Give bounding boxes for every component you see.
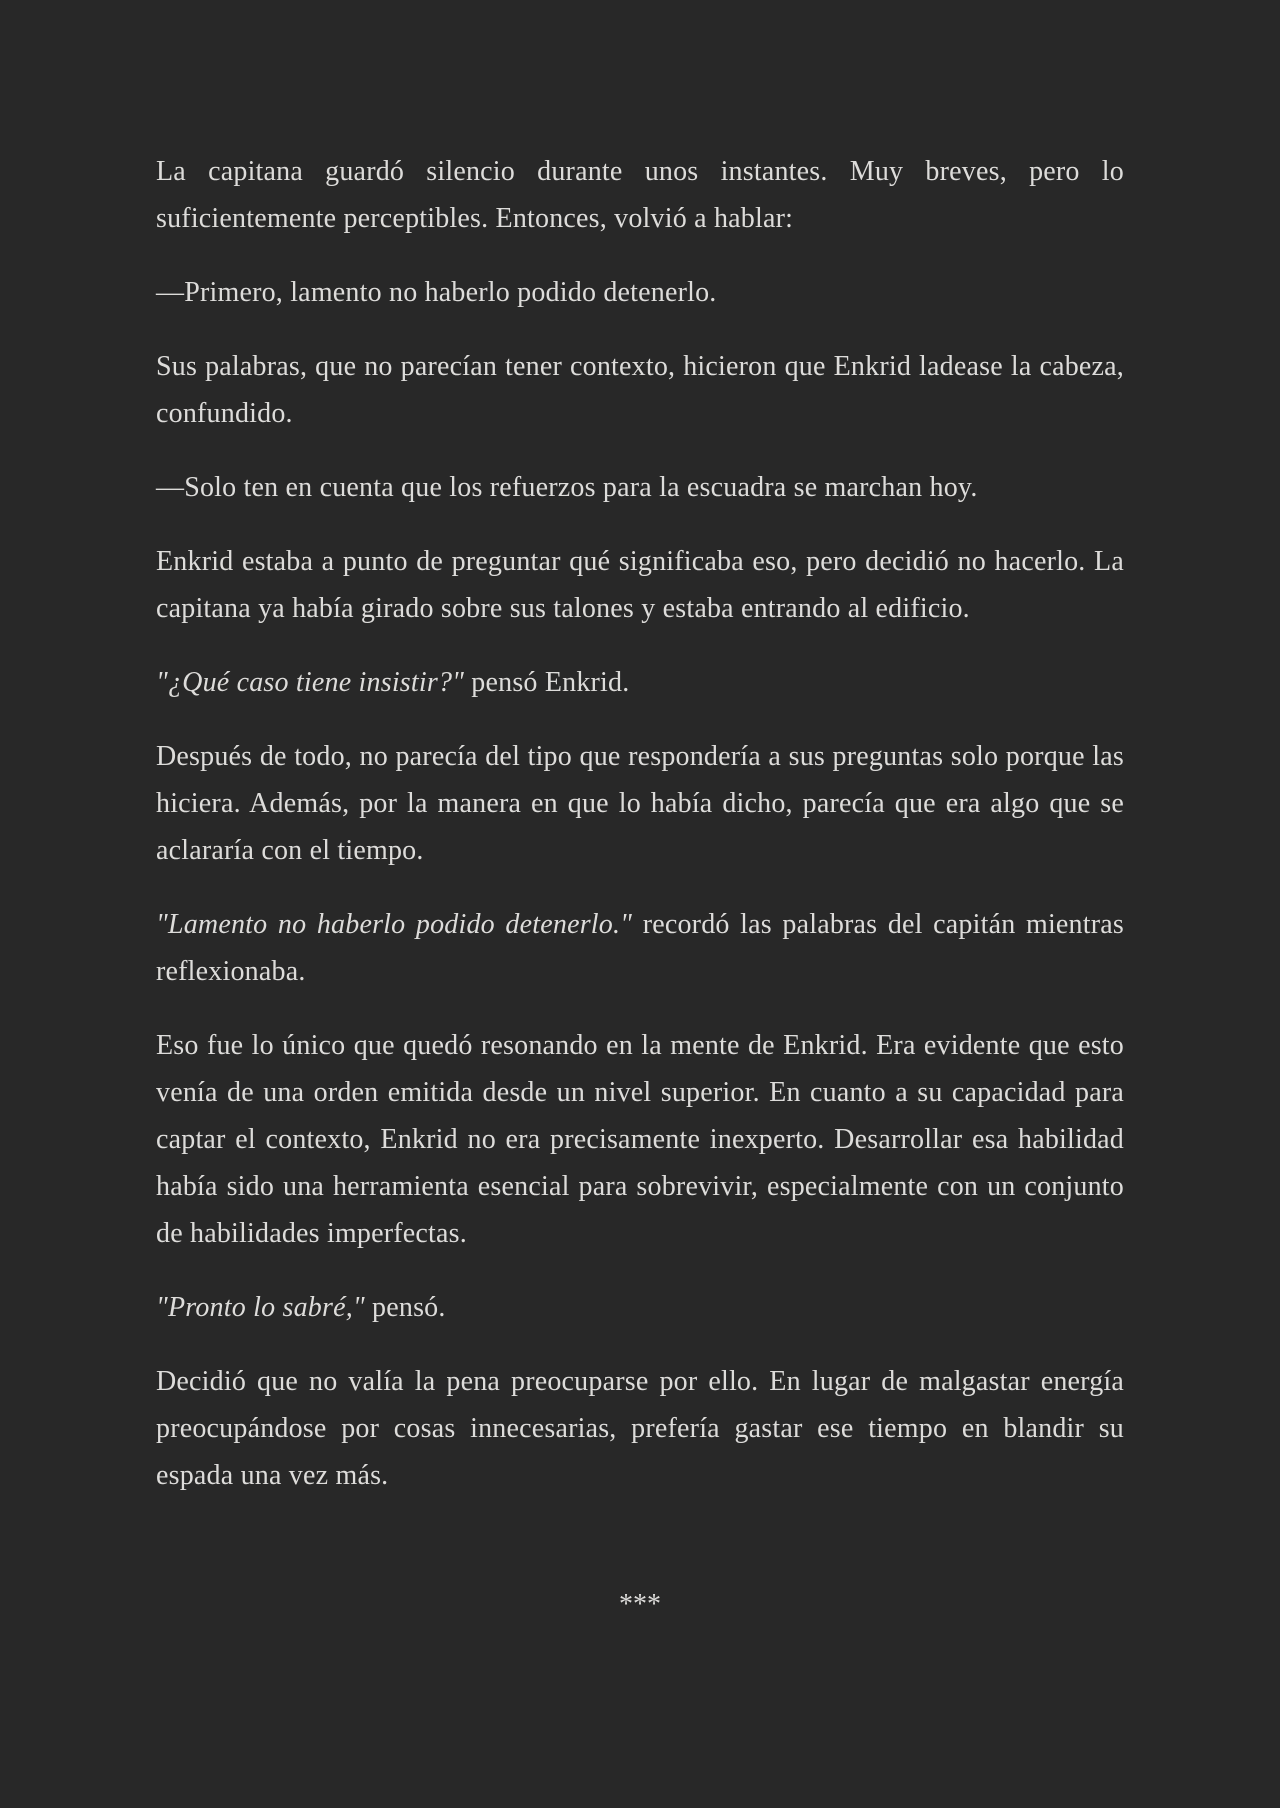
narration-text: Después de todo, no parecía del tipo que respondería a sus preguntas solo porque las hiciera. Además, por la manera en que lo había dicho, parecía que era algo que se aclararía con el tiempo. xyxy=(156,741,1124,866)
narration-text: —Solo ten en cuenta que los refuerzos para la escuadra se marchan hoy. xyxy=(156,472,978,503)
narration-text: Eso fue lo único que quedó resonando en la mente de Enkrid. Era evidente que esto venía de una orden emitida desde un nivel superior. En cuanto a su capacidad para captar el contexto, Enkrid no era precisamente inexperto. Desarrollar esa habilidad había sido una herramienta esencial para sobrevivir, especialmente con un conjunto de habilidades imperfectas. xyxy=(156,1030,1124,1249)
thought-quote: "Pronto lo sabré," xyxy=(156,1292,365,1323)
narration-text: pensó. xyxy=(364,1292,446,1323)
narration-text: recordó las palabras del capitán mientras reflexionaba. xyxy=(156,909,1124,987)
paragraph xyxy=(156,148,1124,242)
paragraph xyxy=(156,269,1124,316)
narration-text: —Primero, lamento no haberlo podido detenerlo. xyxy=(156,277,717,308)
paragraph xyxy=(156,1358,1124,1499)
paragraph xyxy=(156,538,1124,632)
paragraph xyxy=(156,1284,1124,1331)
narration-text: Decidió que no valía la pena preocuparse por ello. En lugar de malgastar energía preocupándose por cosas innecesarias, prefería gastar ese tiempo en blandir su espada una vez más. xyxy=(156,1366,1124,1491)
narration-text: Sus palabras, que no parecían tener contexto, hicieron que Enkrid ladease la cabeza, confundido. xyxy=(156,351,1124,429)
thought-quote: "Lamento no haberlo podido detenerlo." xyxy=(156,909,633,940)
paragraph xyxy=(156,464,1124,511)
paragraph xyxy=(156,1022,1124,1257)
paragraph xyxy=(156,733,1124,874)
thought-quote: "¿Qué caso tiene insistir?" xyxy=(156,667,465,698)
narration-text: pensó Enkrid. xyxy=(464,667,630,698)
paragraph xyxy=(156,343,1124,437)
paragraph xyxy=(156,659,1124,706)
narration-text: Enkrid estaba a punto de preguntar qué significaba eso, pero decidió no hacerlo. La capitana ya había girado sobre sus talones y estaba entrando al edificio. xyxy=(156,546,1124,624)
section-separator: *** xyxy=(619,1589,661,1620)
reading-page xyxy=(156,0,1124,1628)
narration-text: La capitana guardó silencio durante unos instantes. Muy breves, pero lo suficientemente perceptibles. Entonces, volvió a hablar: xyxy=(156,156,1124,234)
text-content xyxy=(156,148,1124,1499)
paragraph xyxy=(156,901,1124,995)
